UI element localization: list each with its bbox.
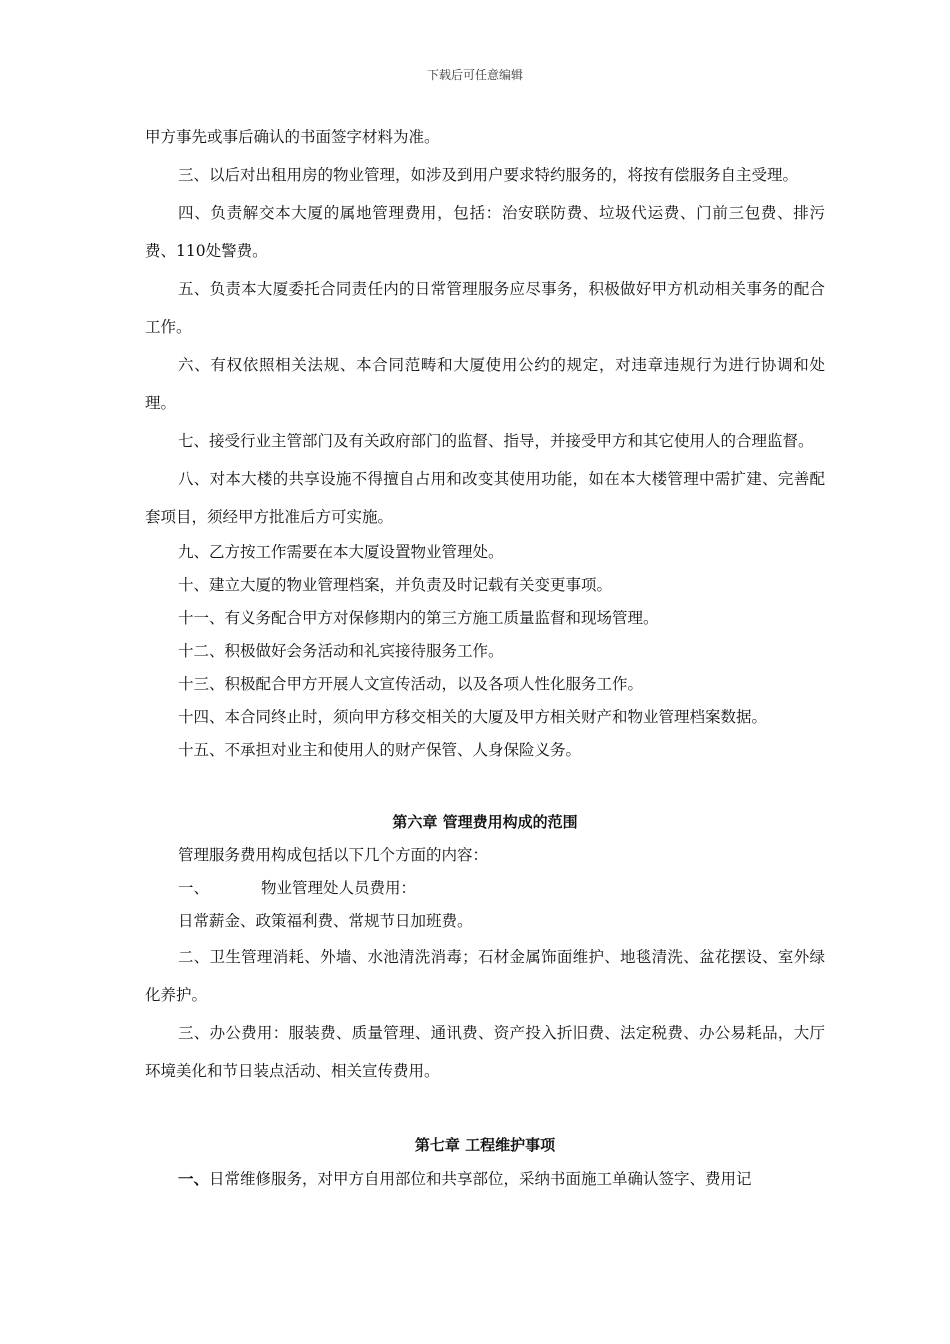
paragraph-continued: 甲方事先或事后确认的书面签字材料为准。 bbox=[145, 128, 440, 146]
clause-8: 八、对本大楼的共享设施不得擅自占用和改变其使用功能，如在本大楼管理中需扩建、完善配套项目，须经甲方批准后方可实施。 bbox=[145, 470, 825, 526]
clause-4: 四、负责解交本大厦的属地管理费用，包括：治安联防费、垃圾代运费、门前三包费、排污费、110处警费。 bbox=[145, 204, 825, 260]
section-gap bbox=[145, 1090, 825, 1128]
section-gap bbox=[145, 767, 825, 805]
chapter-6-title: 第六章 管理费用构成的范围 bbox=[392, 813, 578, 831]
item-number: 一、 bbox=[178, 1169, 210, 1188]
clause-7: 七、接受行业主管部门及有关政府部门的监督、指导，并接受甲方和其它使用人的合理监督。 bbox=[178, 432, 814, 450]
clause-12: 十二、积极做好会务活动和礼宾接待服务工作。 bbox=[178, 642, 504, 660]
clause-15: 十五、不承担对业主和使用人的财产保管、人身保险义务。 bbox=[178, 741, 582, 759]
chapter-6-item-2: 二、卫生管理消耗、外墙、水池清洗消毒；石材金属饰面维护、地毯清洗、盆花摆设、室外绿化养护。 bbox=[145, 948, 825, 1004]
clause-13: 十三、积极配合甲方开展人文宣传活动，以及各项人性化服务工作。 bbox=[178, 675, 644, 693]
clause-6: 六、有权依照相关法规、本合同范畴和大厦使用公约的规定，对违章违规行为进行协调和处理。 bbox=[145, 356, 825, 412]
clause-9: 九、乙方按工作需要在本大厦设置物业管理处。 bbox=[178, 543, 504, 561]
chapter-7-title: 第七章 工程维护事项 bbox=[414, 1136, 556, 1154]
item-text: 物业管理处人员费用： bbox=[261, 879, 417, 897]
clause-10: 十、建立大厦的物业管理档案，并负责及时记载有关变更事项。 bbox=[178, 576, 613, 594]
clause-14: 十四、本合同终止时，须向甲方移交相关的大厦及甲方相关财产和物业管理档案数据。 bbox=[178, 708, 768, 726]
page-header: 下载后可任意编辑 bbox=[426, 68, 523, 82]
item-text: 日常维修服务，对甲方自用部位和共享部位，采纳书面施工单确认签字、费用记 bbox=[209, 1170, 752, 1188]
document-body bbox=[145, 118, 825, 1196]
chapter-7-item-1 bbox=[145, 1162, 825, 1196]
item-number: 一、 bbox=[178, 879, 210, 897]
clause-3: 三、以后对出租用房的物业管理，如涉及到用户要求特约服务的，将按有偿服务自主受理。 bbox=[178, 166, 799, 184]
chapter-6-item-1-detail: 日常薪金、政策福利费、常规节日加班费。 bbox=[178, 912, 473, 930]
chapter-6-intro: 管理服务费用构成包括以下几个方面的内容： bbox=[178, 846, 489, 864]
clause-11: 十一、有义务配合甲方对保修期内的第三方施工质量监督和现场管理。 bbox=[178, 609, 659, 627]
chapter-6-item-3: 三、办公费用：服装费、质量管理、通讯费、资产投入折旧费、法定税费、办公易耗品，大厅环境美化和节日装点活动、相关宣传费用。 bbox=[145, 1024, 825, 1080]
chapter-6-item-1 bbox=[145, 872, 825, 905]
clause-5: 五、负责本大厦委托合同责任内的日常管理服务应尽事务，积极做好甲方机动相关事务的配合工作。 bbox=[145, 280, 825, 336]
